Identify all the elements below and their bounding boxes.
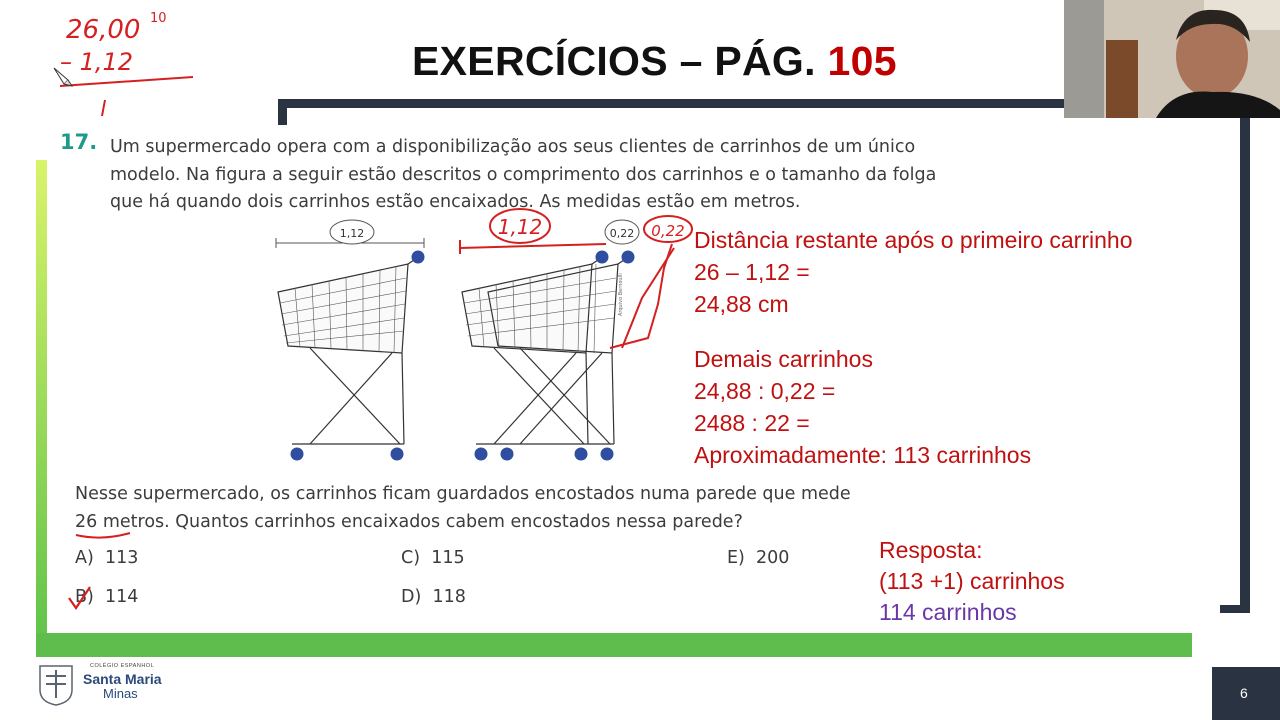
slide-title: [412, 38, 897, 85]
annotation-approx: Aproximadamente: 113 carrinhos: [694, 442, 1032, 468]
prompt-line: Nesse supermercado, os carrinhos ficam guardados encostados numa parede que mede: [75, 484, 851, 504]
shopping-cart-figure: [270, 208, 690, 470]
question-number: 17.: [60, 130, 98, 154]
handwritten-line: [60, 77, 193, 86]
option-letter: E): [727, 548, 745, 568]
annotation-division-int: 2488 : 22 =: [694, 410, 810, 436]
school-name-2: Minas: [103, 686, 138, 701]
handwritten-borrow: 10: [150, 11, 167, 26]
option-value: 113: [104, 548, 139, 568]
nested-carts: [462, 258, 627, 444]
green-left-bar: [36, 160, 47, 650]
school-shield-icon: [38, 664, 74, 706]
handwritten-underline: [74, 527, 134, 541]
handwritten-subtraction: [48, 0, 208, 125]
option-d[interactable]: [401, 587, 466, 607]
option-value: 115: [431, 548, 465, 568]
option-letter: C): [401, 548, 421, 568]
figure-credit: Arquivo Bernoulli: [618, 273, 624, 316]
option-letter: B): [75, 587, 94, 607]
option-c[interactable]: [401, 548, 465, 568]
single-cart: [278, 258, 417, 444]
slide-title-text: EXERCÍCIOS – PÁG.: [412, 38, 816, 84]
handwritten-checkmark-icon: [66, 584, 94, 614]
annotation-subtraction: 26 – 1,12 =: [694, 259, 810, 285]
annotation-distance-title: Distância restante após o primeiro carrinho: [694, 227, 1133, 253]
annotation-division: 24,88 : 0,22 =: [694, 378, 836, 404]
handwritten-top-number: 26,00: [66, 15, 141, 45]
green-bottom-bar: [36, 633, 1192, 657]
statement-line: Um supermercado opera com a disponibilização aos seus clientes de carrinhos de um único: [110, 137, 916, 157]
option-a[interactable]: [75, 548, 138, 568]
answer-final: 114 carrinhos: [879, 599, 1017, 625]
annotation-other-carts-title: Demais carrinhos: [694, 346, 873, 372]
handwritten-length: 1,12: [497, 215, 543, 239]
option-value: 118: [432, 587, 466, 607]
page-number: 6: [1240, 685, 1248, 701]
option-value: 114: [104, 587, 139, 607]
slide-title-page: 105: [827, 38, 897, 84]
webcam-image: [1064, 0, 1280, 118]
school-small-name: COLÉGIO ESPANHOL: [90, 663, 155, 669]
option-letter: A): [75, 548, 94, 568]
option-e[interactable]: [727, 548, 789, 568]
option-value: 200: [756, 548, 790, 568]
question-statement: [110, 134, 1030, 217]
gap-label: 0,22: [609, 227, 635, 240]
handwritten-gap: 0,22: [651, 222, 685, 240]
pen-cursor-icon: [52, 66, 76, 88]
frame-right-cap: [1220, 605, 1250, 613]
answer-calc: (113 +1) carrinhos: [879, 568, 1065, 594]
single-length-label: 1,12: [339, 227, 365, 240]
school-name-1: Santa Maria: [83, 671, 162, 687]
option-letter: D): [401, 587, 422, 607]
handwritten-subtrahend: – 1,12: [60, 48, 134, 76]
frame-right-bar: [1240, 99, 1250, 613]
statement-line: que há quando dois carrinhos estão encaixados. As medidas estão em metros.: [110, 192, 801, 212]
annotation-remaining: 24,88 cm: [694, 291, 789, 317]
prompt-line: 26 metros. Quantos carrinhos encaixados cabem encostados nessa parede?: [75, 511, 743, 532]
frame-top-cap: [278, 99, 287, 125]
school-logo: [38, 662, 168, 712]
question-prompt: [75, 481, 1015, 536]
answer-label: Resposta:: [879, 537, 983, 563]
single-cart-dimension: [276, 220, 424, 248]
handwritten-digit: [102, 100, 105, 116]
statement-line: modelo. Na figura a seguir estão descritos o comprimento dos carrinhos e o tamanho da folga: [110, 164, 937, 185]
webcam-feed: [1064, 0, 1280, 118]
